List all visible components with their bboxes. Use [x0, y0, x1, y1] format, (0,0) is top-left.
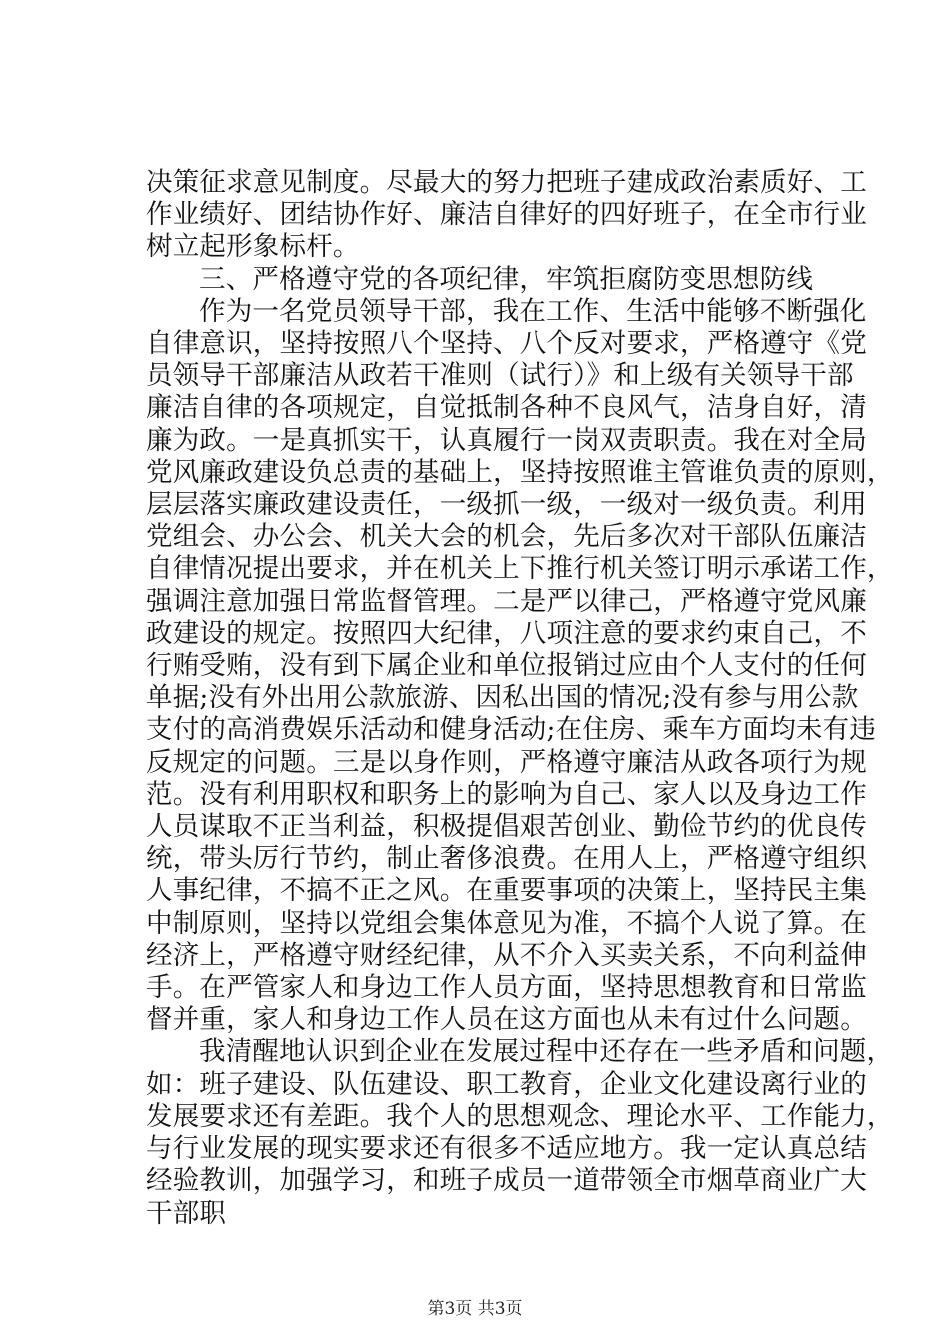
text-line: 层层落实廉政建设责任，一级抓一级，一级对一级负责。利用	[146, 489, 867, 521]
text-line: 手。在严管家人和身边工作人员方面，坚持思想教育和日常监	[146, 972, 867, 1004]
text-line: 党组会、办公会、机关大会的机会，先后多次对干部队伍廉洁	[146, 521, 867, 553]
text-line: 统，带头厉行节约，制止奢侈浪费。在用人上，严格遵守组织	[146, 843, 867, 875]
text-line: 行贿受贿，没有到下属企业和单位报销过应由个人支付的任何	[146, 650, 867, 682]
text-line: 范。没有利用职权和职务上的影响为自己、家人以及身边工作	[146, 778, 867, 810]
text-line: 发展要求还有差距。我个人的思想观念、理论水平、工作能力，	[146, 1100, 894, 1132]
text-line: 员领导干部廉洁从政若干准则（试行）》和上级有关领导干部	[146, 360, 854, 392]
text-line: 自律意识，坚持按照八个坚持、八个反对要求，严格遵守《党	[146, 328, 867, 360]
text-line: 人员谋取不正当利益，积极提倡艰苦创业、勤俭节约的优良传	[146, 811, 867, 843]
text-line: 自律情况提出要求，并在机关上下推行机关签订明示承诺工作，	[146, 553, 894, 585]
text-line: 决策征求意见制度。尽最大的努力把班子建成政治素质好、工	[146, 167, 867, 198]
text-line: 支付的高消费娱乐活动和健身活动;在住房、乘车方面均未有违	[146, 714, 877, 746]
text-line: 中制原则，坚持以党组会集体意见为准，不搞个人说了算。在	[146, 907, 867, 939]
page-number-footer: 第3页 共3页	[427, 1299, 523, 1319]
document-body	[146, 167, 894, 1230]
text-line: 如：班子建设、队伍建设、职工教育，企业文化建设离行业的	[146, 1068, 867, 1100]
text-line: 廉洁自律的各项规定，自觉抵制各种不良风气，洁身自好，清	[146, 392, 867, 424]
text-line: 督并重，家人和身边工作人员在这方面也从未有过什么问题。	[146, 1004, 867, 1036]
text-line: 经验教训，加强学习，和班子成员一道带领全市烟草商业广大	[146, 1165, 867, 1197]
text-line: 作业绩好、团结协作好、廉洁自律好的四好班子，在全市行业	[146, 199, 867, 231]
text-line: 树立起形象标杆。	[146, 231, 360, 263]
text-line: 人事纪律，不搞不正之风。在重要事项的决策上，坚持民主集	[146, 875, 867, 907]
paragraph-start-line: 作为一名党员领导干部，我在工作、生活中能够不断强化	[199, 295, 867, 327]
text-line: 廉为政。一是真抓实干，认真履行一岗双责职责。我在对全局	[146, 424, 867, 456]
text-line: 经济上，严格遵守财经纪律，从不介入买卖关系，不向利益伸	[146, 939, 867, 971]
text-line: 政建设的规定。按照四大纪律，八项注意的要求约束自己，不	[146, 617, 867, 649]
text-line: 单据;没有外出用公款旅游、因私出国的情况;没有参与用公款	[146, 682, 859, 714]
paragraph-start-line: 我清醒地认识到企业在发展过程中还存在一些矛盾和问题，	[199, 1036, 894, 1068]
text-line: 反规定的问题。三是以身作则，严格遵守廉洁从政各项行为规	[146, 746, 867, 778]
text-line: 与行业发展的现实要求还有很多不适应地方。我一定认真总结	[146, 1133, 867, 1165]
text-line: 强调注意加强日常监督管理。二是严以律己，严格遵守党风廉	[146, 585, 867, 617]
section-heading: 三、严格遵守党的各项纪律，牢筑拒腐防变思想防线	[199, 263, 814, 295]
text-line: 干部职	[146, 1197, 227, 1229]
text-line: 党风廉政建设负总责的基础上，坚持按照谁主管谁负责的原则，	[146, 456, 894, 488]
